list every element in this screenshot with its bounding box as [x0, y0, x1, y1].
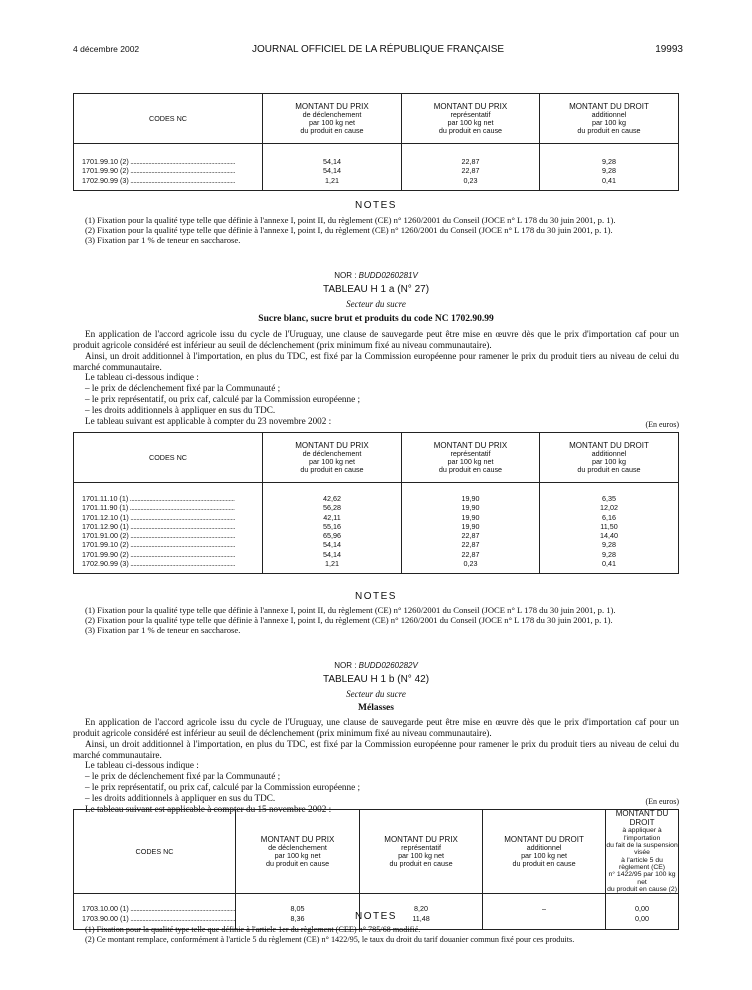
table-row: 1701.91.00 (2) ..... [82, 532, 262, 541]
notes-heading-2: NOTES [355, 591, 397, 602]
droit-cell: 6,35 12,02 6,16 11,50 14,40 9,28 9,28 0,41 [540, 483, 679, 574]
col-header-droit-suspension: MONTANT DU DROIT à appliquer à l'importation du fait de la suspension visée à l'article 5 du règlement (CE) n° 1422/95 par 100 kg net du produit en cause (2) [606, 809, 678, 893]
droit-susp-cell: 0,00 0,00 [606, 894, 679, 930]
col-header-prix-representatif: MONTANT DU PRIX représentatif par 100 kg net du produit en cause [402, 433, 540, 483]
notes-block-1 [73, 215, 679, 245]
nor-reference-2: NOR : BUDD0260281V [334, 271, 418, 280]
note-item: (1) Fixation pour la qualité type telle que définie à l'annexe I, point II, du règlement (CE) n° 1260/2001 du Conseil (JOCE n° L 178 du 30 juin 2001, p. 1). [85, 215, 616, 225]
secteur-label-2: Secteur du sucre [346, 299, 406, 309]
note-item: (3) Fixation par 1 % de teneur en saccharose. [85, 625, 241, 636]
table-row: 1701.99.10 (2) ..... [82, 158, 262, 167]
header-journal-title: JOURNAL OFFICIEL DE LA RÉPUBLIQUE FRANÇAISE [251, 44, 505, 55]
table-title-2: TABLEAU H 1 a (N° 27) [322, 284, 430, 295]
section-subtitle-3: Mélasses [358, 703, 394, 713]
currency-note-3: (En euros) [645, 797, 679, 806]
codes-cell [74, 483, 263, 574]
col-header-codes: CODES NC [74, 433, 263, 483]
note-item: (2) Fixation pour la qualité type telle que définie à l'annexe I, point I, du règlement (CE) n° 1260/2001 du Conseil (JOCE n° L 178 du 30 juin 2001, p. 1). [85, 225, 613, 236]
table-row: 1702.90.99 (3) ..... [82, 560, 262, 569]
notes-block-3 [73, 925, 679, 944]
table-row: 1701.99.90 (2) ..... [82, 551, 262, 560]
col-header-prix-representatif: MONTANT DU PRIX représentatif par 100 kg net du produit en cause [360, 810, 483, 894]
note-item: (2) Fixation pour la qualité type telle que définie à l'annexe I, point I, du règlement (CE) n° 1260/2001 du Conseil (JOCE n° L 178 du 30 juin 2001, p. 1). [85, 615, 613, 626]
table-row: 1701.12.90 (1) ..... [82, 523, 262, 532]
header-page-number: 19993 [655, 44, 683, 55]
col-header-prix-declenchement: MONTANT DU PRIX de déclenchement par 100 kg net du produit en cause [263, 94, 402, 144]
note-item: (2) Ce montant remplace, conformément à l'article 5 du règlement (CE) n° 1422/95, le taux du droit du tarif douanier commun fixé pour ces produits. [85, 934, 575, 944]
codes-cell [74, 144, 263, 191]
prix-decl-cell: 42,62 56,28 42,11 55,16 65,96 54,14 54,14 1,21 [263, 483, 402, 574]
table-row: 1701.12.10 (1) ..... [82, 514, 262, 523]
intro-text-2: En application de l'accord agricole issu du cycle de l'Uruguay, une clause de sauvegarde peut être mise en œuvre dès que le prix d'importation caf pour un produit agricole considéré est inférieur au seuil de déclenchement (prix minimum fixé au niveau communautaire). Ainsi, un droit additionnel à l'importation, en plus du TDC, est fixé par la Commission européenne pour ramener le prix du produit tiers au niveau de celui du marché communautaire. Le tableau ci-dessous indique : – le prix de déclenchement fixé par la Communauté ; – le prix représentatif, ou prix caf, calculé par la Commission européenne ; – les droits additionnels à appliquer en sus du TDC. Le tableau suivant est applicable à compter du 23 novembre 2002 : [73, 329, 679, 426]
table-row: 1701.11.90 (1) ..... [82, 504, 262, 513]
table-row: 1701.11.10 (1) ..... [82, 495, 262, 504]
section-subtitle-2: Sucre blanc, sucre brut et produits du code NC 1702.90.99 [258, 314, 494, 324]
notes-heading-3: NOTES [355, 911, 397, 922]
table-row: 1701.99.90 (2) ..... [82, 167, 262, 176]
col-header-prix-declenchement: MONTANT DU PRIX de déclenchement par 100 kg net du produit en cause [236, 810, 360, 894]
table-row: 1703.90.00 (1) ..... [82, 915, 235, 924]
nor-reference-3: NOR : BUDD0260282V [334, 661, 418, 670]
table-2 [73, 432, 679, 574]
page-header [73, 44, 683, 58]
prix-repr-cell: 19,90 19,90 19,90 19,90 22,87 22,87 22,87 0,23 [402, 483, 540, 574]
droit-cell: – [483, 894, 606, 930]
notes-block-2 [73, 605, 679, 635]
note-item: (1) Fixation pour la qualité type telle que définie à l'annexe I, point II, du règlement (CE) n° 1260/2001 du Conseil (JOCE n° L 178 du 30 juin 2001, p. 1). [85, 605, 616, 615]
header-date: 4 décembre 2002 [73, 44, 140, 54]
currency-note-2: (En euros) [645, 420, 679, 429]
col-header-codes: CODES NC [74, 810, 236, 894]
table-title-3: TABLEAU H 1 b (N° 42) [322, 674, 430, 685]
table-1 [73, 93, 679, 191]
prix-repr-cell: 8,20 11,48 [360, 894, 483, 930]
prix-repr-cell: 22,87 22,87 0,23 [402, 144, 540, 191]
droit-cell: 9,28 9,28 0,41 [540, 144, 679, 191]
table-row: 1701.99.10 (2) ..... [82, 541, 262, 550]
secteur-label-3: Secteur du sucre [346, 689, 406, 699]
prix-decl-cell: 8,05 8,36 [236, 894, 360, 930]
note-item: (3) Fixation par 1 % de teneur en saccharose. [85, 235, 241, 246]
prix-decl-cell: 54,14 54,14 1,21 [263, 144, 402, 191]
notes-heading-1: NOTES [355, 200, 397, 211]
col-header-droit-additionnel: MONTANT DU DROIT additionnel par 100 kg du produit en cause [540, 94, 679, 144]
table-row: 1703.10.00 (1) ..... [82, 905, 235, 914]
col-header-prix-declenchement: MONTANT DU PRIX de déclenchement par 100 kg net du produit en cause [263, 433, 402, 483]
col-header-codes: CODES NC [74, 94, 263, 144]
col-header-droit-additionnel: MONTANT DU DROIT additionnel par 100 kg net du produit en cause [483, 810, 606, 894]
note-item: (1) Fixation pour la qualité type telle que définie à l'article 1er du règlement (CEE) n° 785/68 modifié. [85, 925, 421, 934]
table-row: 1702.90.99 (3) ..... [82, 177, 262, 186]
col-header-droit-additionnel: MONTANT DU DROIT additionnel par 100 kg du produit en cause [540, 433, 679, 483]
col-header-prix-representatif: MONTANT DU PRIX représentatif par 100 kg net du produit en cause [402, 94, 540, 144]
intro-text-3: En application de l'accord agricole issu du cycle de l'Uruguay, une clause de sauvegarde peut être mise en œuvre dès que le prix d'importation caf pour un produit agricole considéré est inférieur au seuil de déclenchement (prix minimum fixé au niveau communautaire). Ainsi, un droit additionnel à l'importation, en plus du TDC, est fixé par la Commission européenne pour ramener le prix du produit tiers au niveau de celui du marché communautaire. Le tableau ci-dessous indique : – le prix de déclenchement fixé par la Communauté ; – le prix représentatif, ou prix caf, calculé par la Commission européenne ; – les droits additionnels à appliquer en sus du TDC. Le tableau suivant est applicable à compter du 15 novembre 2002 : [73, 717, 679, 814]
